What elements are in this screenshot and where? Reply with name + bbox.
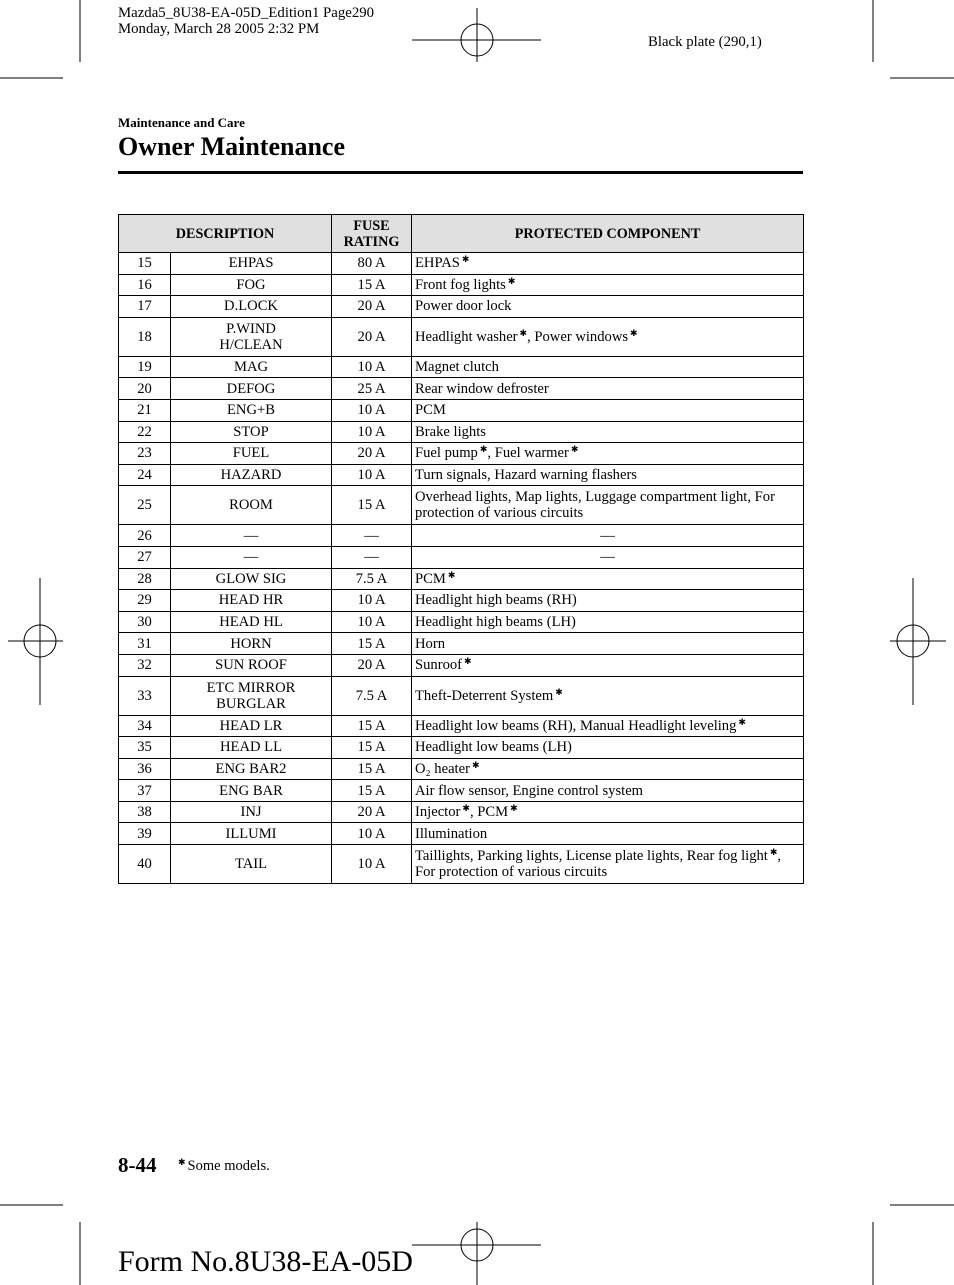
fuse-rating-cell: 10 A [332, 356, 412, 378]
fuse-rating-cell: 20 A [332, 443, 412, 465]
table-row [119, 486, 804, 525]
crop-mark-top-left-icon [0, 0, 80, 78]
fuse-name-cell: HEAD LL [171, 737, 332, 759]
fuse-number-cell: 35 [119, 737, 171, 759]
fuse-rating-cell: 10 A [332, 464, 412, 486]
table-row [119, 676, 804, 715]
table-header-fuse-rating: FUSE RATING [332, 215, 412, 253]
registration-mark-bottom-icon [412, 1222, 541, 1285]
fuse-name-cell: INJ [171, 801, 332, 823]
table-row [119, 443, 804, 465]
asterisk-icon: ✱ [555, 687, 563, 698]
table-row [119, 568, 804, 590]
registration-mark-left-icon [8, 578, 63, 705]
asterisk-icon: ✱ [630, 328, 638, 339]
protected-component-cell: Power door lock [412, 296, 804, 318]
table-row [119, 633, 804, 655]
plate-label: Black plate (290,1) [648, 34, 762, 50]
print-header-file-line: Mazda5_8U38-EA-05D_Edition1 Page290 [118, 5, 375, 21]
fuse-rating-cell: 10 A [332, 823, 412, 845]
protected-component-cell: Headlight high beams (LH) [412, 611, 804, 633]
section-label: Maintenance and Care [118, 115, 245, 130]
fuse-number-cell: 30 [119, 611, 171, 633]
fuse-name-cell: HEAD LR [171, 715, 332, 737]
table-row [119, 421, 804, 443]
fuse-rating-cell: 15 A [332, 274, 412, 296]
fuse-number-cell: 26 [119, 525, 171, 547]
fuse-name-cell: P.WIND H/CLEAN [171, 317, 332, 356]
fuse-name-cell: HEAD HL [171, 611, 332, 633]
fuse-number-cell: 20 [119, 378, 171, 400]
fuse-number-cell: 25 [119, 486, 171, 525]
asterisk-icon: ✱ [479, 445, 488, 456]
fuse-rating-cell: 80 A [332, 253, 412, 275]
fuse-name-cell: TAIL [171, 845, 332, 884]
fuse-number-cell: 27 [119, 546, 171, 568]
table-row [119, 758, 804, 780]
title-rule [118, 171, 803, 174]
fuse-number-cell: 33 [119, 676, 171, 715]
fuse-number-cell: 38 [119, 801, 171, 823]
form-number: Form No.8U38-EA-05D [118, 1245, 413, 1278]
fuse-name-cell: ENG+B [171, 399, 332, 421]
fuse-rating-cell: 7.5 A [332, 568, 412, 590]
protected-component-cell: Rear window defroster [412, 378, 804, 400]
table-row [119, 317, 804, 356]
fuse-number-cell: 23 [119, 443, 171, 465]
protected-component-cell: Headlight low beams (LH) [412, 737, 804, 759]
asterisk-icon: ✱ [462, 804, 470, 815]
table-row [119, 801, 804, 823]
fuse-rating-cell: — [332, 546, 412, 568]
fuse-name-cell: ENG BAR2 [171, 758, 332, 780]
fuse-number-cell: 22 [119, 421, 171, 443]
protected-component-cell: O₂ heater ✱ [412, 758, 804, 780]
fuse-rating-cell: 10 A [332, 590, 412, 612]
protected-component-cell: Injector ✱, PCM ✱ [412, 801, 804, 823]
protected-component-cell: Brake lights [412, 421, 804, 443]
table-row [119, 253, 804, 275]
fuse-number-cell: 24 [119, 464, 171, 486]
fuse-rating-cell: 20 A [332, 296, 412, 318]
table-row [119, 525, 804, 547]
fuse-name-cell: DEFOG [171, 378, 332, 400]
fuse-name-cell: MAG [171, 356, 332, 378]
protected-component-cell: — [412, 525, 804, 547]
fuse-name-cell: HEAD HR [171, 590, 332, 612]
fuse-number-cell: 34 [119, 715, 171, 737]
protected-component-cell: Air flow sensor, Engine control system [412, 780, 804, 802]
protected-component-cell: Theft-Deterrent System ✱ [412, 676, 804, 715]
table-row [119, 590, 804, 612]
footnote: ✱ Some models. [178, 1158, 270, 1174]
fuse-name-cell: D.LOCK [171, 296, 332, 318]
fuse-name-cell: GLOW SIG [171, 568, 332, 590]
protected-component-cell: Magnet clutch [412, 356, 804, 378]
protected-component-cell: Turn signals, Hazard warning flashers [412, 464, 804, 486]
fuse-rating-cell: — [332, 525, 412, 547]
fuse-table [118, 214, 804, 884]
fuse-rating-cell: 15 A [332, 780, 412, 802]
fuse-rating-cell: 10 A [332, 421, 412, 443]
fuse-number-cell: 32 [119, 654, 171, 676]
table-row [119, 356, 804, 378]
fuse-name-cell: FUEL [171, 443, 332, 465]
fuse-name-cell: HAZARD [171, 464, 332, 486]
protected-component-cell: Headlight low beams (RH), Manual Headlight leveling ✱ [412, 715, 804, 737]
protected-component-cell: Horn [412, 633, 804, 655]
asterisk-icon: ✱ [510, 804, 518, 815]
print-header [118, 5, 374, 37]
fuse-number-cell: 40 [119, 845, 171, 884]
asterisk-icon: ✱ [738, 717, 746, 728]
fuse-name-cell: HORN [171, 633, 332, 655]
table-row [119, 611, 804, 633]
fuse-number-cell: 37 [119, 780, 171, 802]
asterisk-icon: ✱ [471, 760, 480, 771]
table-row [119, 378, 804, 400]
fuse-number-cell: 15 [119, 253, 171, 275]
table-row [119, 780, 804, 802]
fuse-rating-cell: 15 A [332, 737, 412, 759]
table-row [119, 715, 804, 737]
asterisk-icon: ✱ [178, 1158, 186, 1168]
fuse-name-cell: — [171, 525, 332, 547]
fuse-table-header [119, 215, 804, 253]
fuse-rating-cell: 7.5 A [332, 676, 412, 715]
fuse-name-cell: FOG [171, 274, 332, 296]
fuse-table-body [119, 253, 804, 884]
print-header-date-line: Monday, March 28 2005 2:32 PM [118, 21, 320, 37]
table-header-protected-component: PROTECTED COMPONENT [412, 215, 804, 253]
protected-component-cell: Front fog lights ✱ [412, 274, 804, 296]
fuse-name-cell: ENG BAR [171, 780, 332, 802]
table-row [119, 296, 804, 318]
protected-component-cell: Taillights, Parking lights, License plate lights, Rear fog light ✱, For protection of various circuits [412, 845, 804, 884]
fuse-rating-cell: 15 A [332, 715, 412, 737]
fuse-rating-cell: 20 A [332, 654, 412, 676]
registration-mark-right-icon [890, 578, 946, 705]
fuse-rating-cell: 10 A [332, 611, 412, 633]
protected-component-cell: — [412, 546, 804, 568]
table-row [119, 823, 804, 845]
asterisk-icon: ✱ [447, 570, 456, 581]
asterisk-icon: ✱ [464, 657, 472, 668]
fuse-rating-cell: 25 A [332, 378, 412, 400]
fuse-number-cell: 19 [119, 356, 171, 378]
table-row [119, 464, 804, 486]
asterisk-icon: ✱ [507, 276, 516, 287]
fuse-name-cell: ILLUMI [171, 823, 332, 845]
fuse-number-cell: 16 [119, 274, 171, 296]
table-row [119, 654, 804, 676]
crop-mark-bottom-right-icon [873, 1205, 954, 1285]
table-header-row [119, 215, 804, 253]
fuse-name-cell: ETC MIRROR BURGLAR [171, 676, 332, 715]
protected-component-cell: Headlight high beams (RH) [412, 590, 804, 612]
fuse-rating-cell: 10 A [332, 845, 412, 884]
page-number: 8-44 [118, 1153, 157, 1177]
crop-mark-top-right-icon [873, 0, 954, 78]
fuse-rating-cell: 15 A [332, 633, 412, 655]
asterisk-icon: ✱ [519, 328, 528, 339]
fuse-name-cell: STOP [171, 421, 332, 443]
fuse-rating-cell: 20 A [332, 317, 412, 356]
crop-mark-bottom-left-icon [0, 1205, 80, 1285]
fuse-name-cell: EHPAS [171, 253, 332, 275]
table-row [119, 274, 804, 296]
fuse-rating-cell: 10 A [332, 399, 412, 421]
fuse-number-cell: 39 [119, 823, 171, 845]
table-row [119, 546, 804, 568]
fuse-number-cell: 31 [119, 633, 171, 655]
fuse-rating-cell: 15 A [332, 758, 412, 780]
fuse-number-cell: 18 [119, 317, 171, 356]
protected-component-cell: Overhead lights, Map lights, Luggage compartment light, For protection of various circuits [412, 486, 804, 525]
fuse-name-cell: ROOM [171, 486, 332, 525]
table-row [119, 845, 804, 884]
protected-component-cell: PCM [412, 399, 804, 421]
asterisk-icon: ✱ [570, 445, 579, 456]
protected-component-cell: PCM ✱ [412, 568, 804, 590]
fuse-rating-cell: 15 A [332, 486, 412, 525]
table-row [119, 399, 804, 421]
fuse-number-cell: 21 [119, 399, 171, 421]
fuse-number-cell: 36 [119, 758, 171, 780]
fuse-number-cell: 29 [119, 590, 171, 612]
fuse-rating-cell: 20 A [332, 801, 412, 823]
asterisk-icon: ✱ [461, 255, 470, 266]
fuse-name-cell: — [171, 546, 332, 568]
fuse-name-cell: SUN ROOF [171, 654, 332, 676]
protected-component-cell: Headlight washer ✱, Power windows ✱ [412, 317, 804, 356]
protected-component-cell: Fuel pump ✱, Fuel warmer ✱ [412, 443, 804, 465]
table-header-description: DESCRIPTION [119, 215, 332, 253]
protected-component-cell: Sunroof ✱ [412, 654, 804, 676]
fuse-number-cell: 17 [119, 296, 171, 318]
registration-mark-top-icon [412, 8, 541, 62]
asterisk-icon: ✱ [769, 848, 778, 859]
protected-component-cell: Illumination [412, 823, 804, 845]
protected-component-cell: EHPAS ✱ [412, 253, 804, 275]
table-row [119, 737, 804, 759]
page-title: Owner Maintenance [118, 132, 345, 161]
fuse-number-cell: 28 [119, 568, 171, 590]
